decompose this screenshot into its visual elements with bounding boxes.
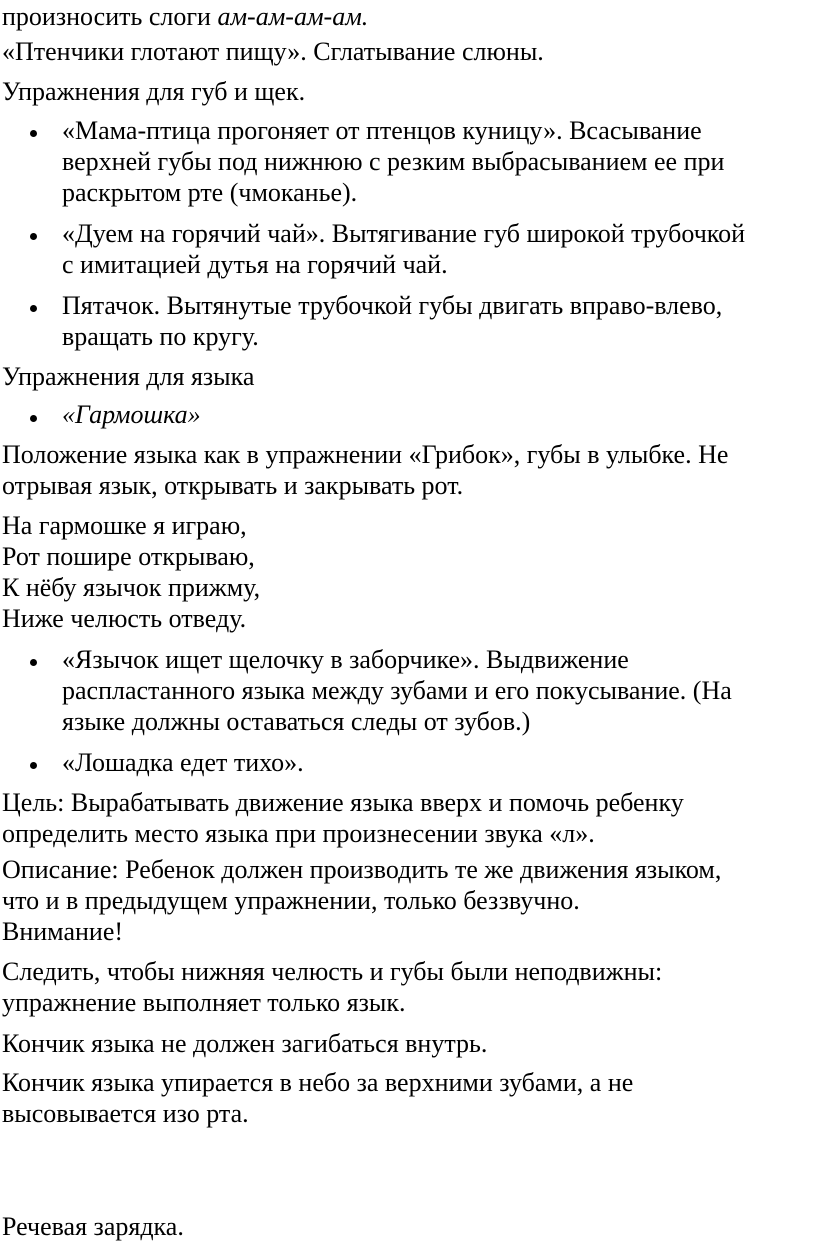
list-item-line: с имитацией дутья на горячий чай. (62, 250, 448, 279)
list-item-line (62, 400, 201, 430)
list-item-line: «Язычок ищет щелочку в заборчике». Выдвижение (62, 645, 629, 674)
paragraph-line (2, 2, 368, 32)
paragraph-line: Положение языка как в упражнении «Грибок», губы в улыбке. Не (2, 440, 729, 469)
paragraph-line: высовывается изо рта. (2, 1099, 249, 1128)
paragraph-line: Кончик языка упирается в небо за верхними зубами, а не (2, 1068, 634, 1097)
list-item-line: языке должны оставаться следы от зубов.) (62, 707, 531, 736)
poem-line: Ниже челюсть отведу. (2, 604, 247, 633)
list-item-line: вращать по кругу. (62, 322, 259, 351)
paragraph-line: «Птенчики глотают пищу». Сглатывание слюны. (2, 37, 544, 66)
paragraph-line: Следить, чтобы нижняя челюсть и губы были неподвижны: (2, 957, 663, 986)
list-item-line: «Мама-птица прогоняет от птенцов куницу». Всасывание (62, 116, 702, 145)
bullet-icon (30, 415, 37, 422)
poem-line: Рот пошире открываю, (2, 542, 255, 571)
bullet-icon (30, 762, 37, 769)
list-item-line: «Лошадка едет тихо». (62, 748, 304, 777)
poem-line: На гармошке я играю, (2, 511, 247, 540)
paragraph-line: упражнение выполняет только язык. (2, 988, 406, 1017)
list-item-line: верхней губы под нижнюю с резким выбрасыванием ее при (62, 147, 725, 176)
list-item-line: распластанного языка между зубами и его покусывание. (На (62, 676, 732, 705)
text-run: произносить слоги (2, 2, 218, 31)
bullet-icon (30, 659, 37, 666)
italic-syllables: ам-ам-ам-ам. (217, 2, 369, 31)
section-heading-tongue: Упражнения для языка (2, 362, 255, 391)
exercise-title: «Гармошка» (62, 400, 201, 429)
section-heading-lips: Упражнения для губ и щек. (2, 77, 306, 106)
paragraph-line: Цель: Вырабатывать движение языка вверх и помочь ребенку (2, 788, 684, 817)
paragraph-line: Внимание! (2, 917, 124, 946)
bullet-icon (30, 305, 37, 312)
paragraph-line: что и в предыдущем упражнении, только беззвучно. (2, 886, 580, 915)
section-heading-speech: Речевая зарядка. (2, 1212, 184, 1241)
paragraph-line: отрывая язык, открывать и закрывать рот. (2, 471, 464, 500)
poem-line: К нёбу язычок прижму, (2, 573, 261, 602)
bullet-icon (30, 233, 37, 240)
bullet-icon (30, 130, 37, 137)
paragraph-line: Кончик языка не должен загибаться внутрь. (2, 1029, 488, 1058)
list-item-line: раскрытом рте (чмоканье). (62, 178, 358, 207)
list-item-line: Пятачок. Вытянутые трубочкой губы двигать вправо-влево, (62, 291, 723, 320)
paragraph-line: определить место языка при произнесении звука «л». (2, 819, 595, 848)
list-item-line: «Дуем на горячий чай». Вытягивание губ широкой трубочкой (62, 219, 746, 248)
paragraph-line: Описание: Ребенок должен производить те же движения языком, (2, 855, 722, 884)
